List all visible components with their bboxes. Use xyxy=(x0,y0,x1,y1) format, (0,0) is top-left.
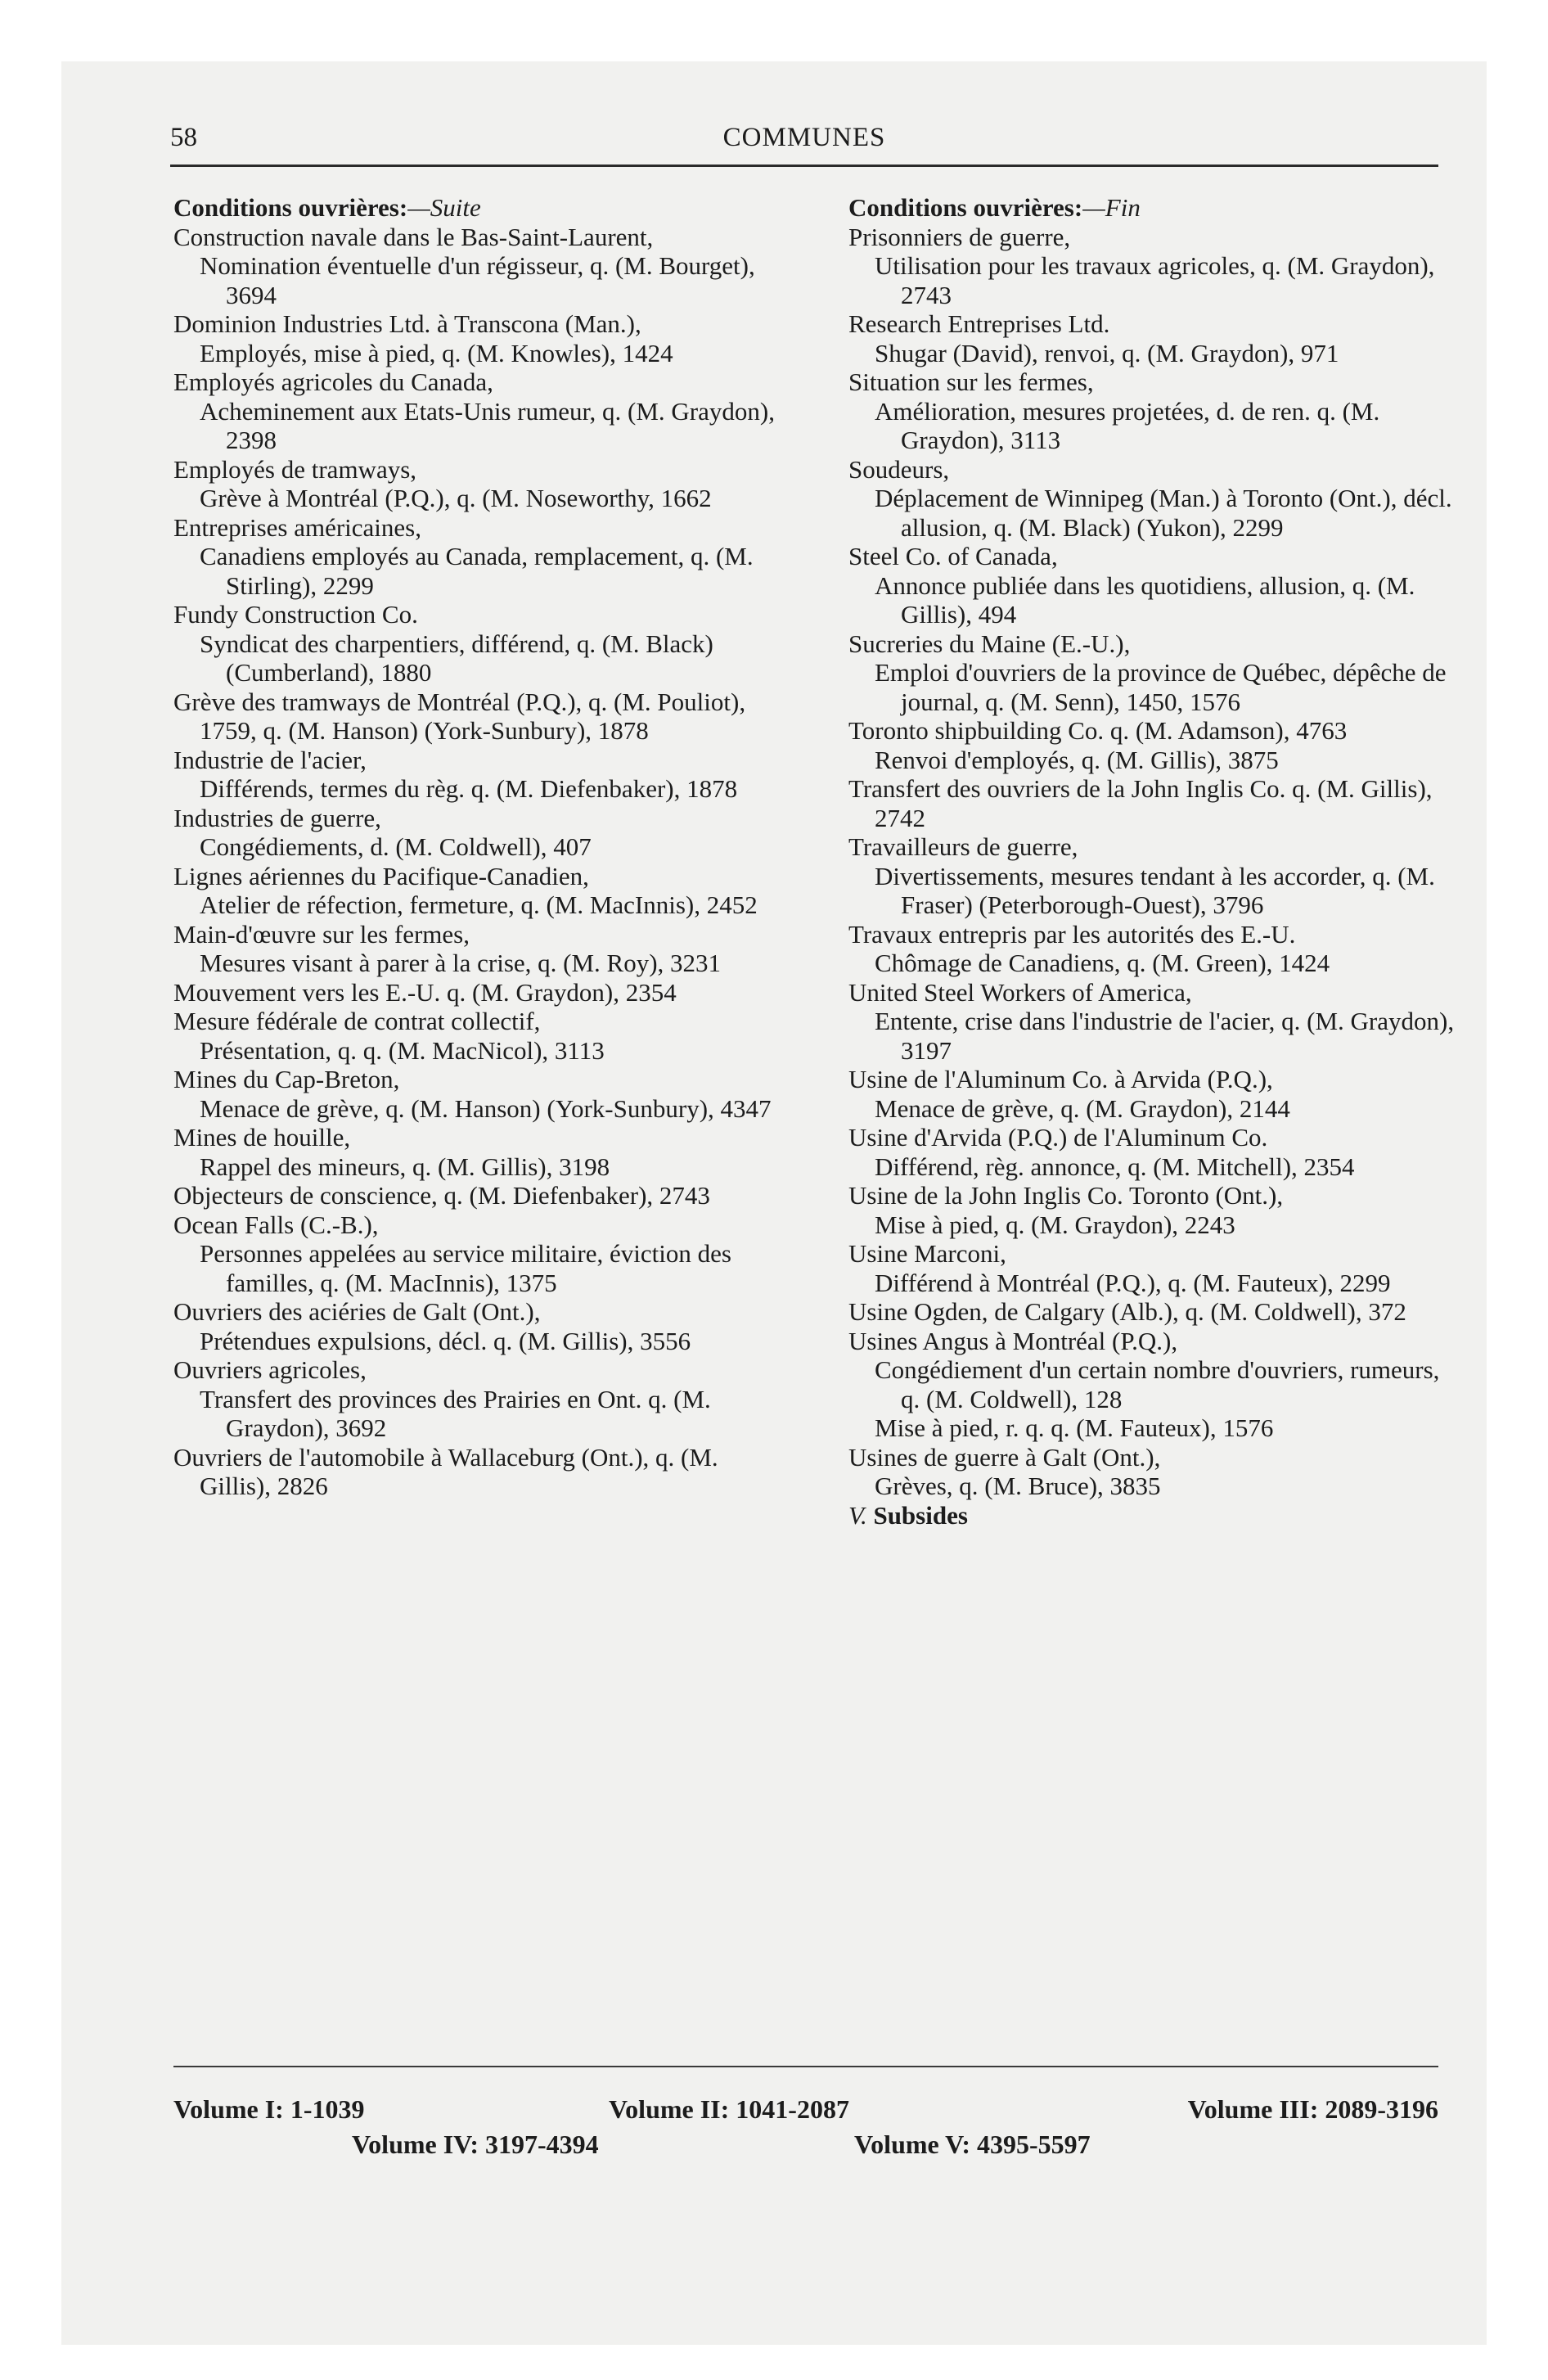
column-heading: Conditions ouvrières:—Fin xyxy=(848,193,1141,222)
index-entries xyxy=(173,223,783,1501)
index-entry: Prisonniers de guerre, xyxy=(848,222,1071,251)
index-subentry: Déplacement de Winnipeg (Man.) à Toronto (Ont.), décl. allusion, q. (M. Black) (Yukon), 2299 xyxy=(875,484,1452,542)
index-subentry: Rappel des mineurs, q. (M. Gillis), 3198 xyxy=(200,1152,610,1181)
index-entry: Usines Angus à Montréal (P.Q.), xyxy=(848,1326,1178,1355)
index-entry: Research Entreprises Ltd. xyxy=(848,309,1110,338)
index-subentry: Mise à pied, q. (M. Graydon), 2243 xyxy=(875,1210,1235,1239)
index-subentry: Congédiement d'un certain nombre d'ouvriers, rumeurs, q. (M. Coldwell), 128 xyxy=(875,1355,1440,1413)
index-subentry: Atelier de réfection, fermeture, q. (M. MacInnis), 2452 xyxy=(200,890,758,919)
index-entry: Ouvriers de l'automobile à Wallaceburg (Ont.), q. (M. Gillis), 2826 xyxy=(173,1442,718,1500)
page-number: 58 xyxy=(170,123,197,152)
index-entry: Dominion Industries Ltd. à Transcona (Man.), xyxy=(173,309,641,338)
index-subentry: Différends, termes du règ. q. (M. Diefenbaker), 1878 xyxy=(200,774,738,803)
index-entry: Entreprises américaines, xyxy=(173,512,421,542)
index-subentry: Congédiements, d. (M. Coldwell), 407 xyxy=(200,832,592,861)
running-head: COMMUNES xyxy=(722,123,886,152)
index-entries xyxy=(848,223,1458,1501)
index-subentry: Menace de grève, q. (M. Hanson) (York-Sunbury), 4347 xyxy=(200,1093,772,1123)
volume-footer xyxy=(173,2092,1438,2162)
header-rule xyxy=(170,165,1438,167)
index-subentry: Différend à Montréal (P.Q.), q. (M. Fauteux), 2299 xyxy=(875,1268,1391,1297)
page-header xyxy=(170,123,1438,164)
index-entry: Usine de l'Aluminum Co. à Arvida (P.Q.), xyxy=(848,1065,1273,1093)
index-entry: United Steel Workers of America, xyxy=(848,977,1192,1007)
index-subentry: Utilisation pour les travaux agricoles, q. (M. Graydon), 2743 xyxy=(875,251,1435,309)
index-entry: Travaux entrepris par les autorités des E.-U. xyxy=(848,919,1296,949)
index-entry: Ouvriers des aciéries de Galt (Ont.), xyxy=(173,1297,541,1326)
footer-row-2 xyxy=(173,2127,1438,2162)
index-subentry: Emploi d'ouvriers de la province de Québec, dépêche de journal, q. (M. Senn), 1450, 1576 xyxy=(875,658,1447,716)
index-subentry: Employés, mise à pied, q. (M. Knowles), 1424 xyxy=(200,338,673,367)
index-subentry: Entente, crise dans l'industrie de l'acier, q. (M. Graydon), 3197 xyxy=(875,1007,1455,1065)
index-entry: Employés de tramways, xyxy=(173,454,417,484)
index-entry: Ocean Falls (C.-B.), xyxy=(173,1210,379,1239)
index-entry: Sucreries du Maine (E.-U.), xyxy=(848,629,1131,658)
index-entry: Usines de guerre à Galt (Ont.), xyxy=(848,1442,1161,1472)
index-subentry: Menace de grève, q. (M. Graydon), 2144 xyxy=(875,1093,1290,1123)
index-entry: Mines du Cap-Breton, xyxy=(173,1065,400,1093)
footer-row-1 xyxy=(173,2092,1438,2127)
index-entry: Employés agricoles du Canada, xyxy=(173,367,493,396)
index-subentry: Grèves, q. (M. Bruce), 3835 xyxy=(875,1472,1161,1500)
footer-rule xyxy=(173,2066,1438,2067)
index-subentry: Shugar (David), renvoi, q. (M. Graydon), 971 xyxy=(875,338,1339,367)
index-subentry: Canadiens employés au Canada, remplacement, q. (M. Stirling), 2299 xyxy=(200,542,754,600)
see-also-entry: V. Subsides xyxy=(848,1500,968,1530)
volume-2-range: Volume II: 1041-2087 xyxy=(609,2094,849,2124)
index-entry: Mesure fédérale de contrat collectif, xyxy=(173,1007,541,1035)
index-entry: Usine de la John Inglis Co. Toronto (Ont.), xyxy=(848,1181,1284,1210)
volume-5-range: Volume V: 4395-5597 xyxy=(854,2130,1091,2159)
index-entry: Main-d'œuvre sur les fermes, xyxy=(173,919,470,949)
index-entry: Steel Co. of Canada, xyxy=(848,542,1058,570)
index-subentry: Grève à Montréal (P.Q.), q. (M. Noseworthy, 1662 xyxy=(200,484,712,512)
index-entry: Industries de guerre, xyxy=(173,803,381,832)
volume-4-range: Volume IV: 3197-4394 xyxy=(352,2130,599,2159)
right-column xyxy=(848,193,1458,1530)
index-subentry: Chômage de Canadiens, q. (M. Green), 1424 xyxy=(875,949,1330,977)
index-entry: Soudeurs, xyxy=(848,454,950,484)
index-entry: Travailleurs de guerre, xyxy=(848,832,1078,861)
index-subentry: Amélioration, mesures projetées, d. de ren. q. (M. Graydon), 3113 xyxy=(875,396,1380,454)
index-subentry: Syndicat des charpentiers, différend, q. (M. Black) (Cumberland), 1880 xyxy=(200,629,713,687)
index-entry: Objecteurs de conscience, q. (M. Diefenbaker), 2743 xyxy=(173,1181,710,1210)
index-entry: Usine Marconi, xyxy=(848,1239,1006,1268)
index-entry: Fundy Construction Co. xyxy=(173,600,418,629)
index-subentry: Renvoi d'employés, q. (M. Gillis), 3875 xyxy=(875,745,1279,774)
index-subentry: Personnes appelées au service militaire, éviction des familles, q. (M. MacInnis), 1375 xyxy=(200,1239,731,1297)
left-column xyxy=(173,193,783,1501)
index-subentry: Acheminement aux Etats-Unis rumeur, q. (M. Graydon), 2398 xyxy=(200,396,775,454)
index-subentry: Annonce publiée dans les quotidiens, allusion, q. (M. Gillis), 494 xyxy=(875,570,1415,629)
index-subentry: Prétendues expulsions, décl. q. (M. Gillis), 3556 xyxy=(200,1326,691,1355)
index-entry: Usine Ogden, de Calgary (Alb.), q. (M. Coldwell), 372 xyxy=(848,1297,1406,1326)
index-entry: Transfert des ouvriers de la John Inglis Co. q. (M. Gillis), 2742 xyxy=(848,774,1433,832)
index-entry: Grève des tramways de Montréal (P.Q.), q. (M. Pouliot), 1759, q. (M. Hanson) (York-Sunbury), 1878 xyxy=(173,687,746,745)
volume-3-range: Volume III: 2089-3196 xyxy=(1187,2094,1438,2124)
index-subentry: Présentation, q. q. (M. MacNicol), 3113 xyxy=(200,1035,605,1065)
index-subentry: Mesures visant à parer à la crise, q. (M. Roy), 3231 xyxy=(200,949,722,977)
index-subentry: Nomination éventuelle d'un régisseur, q. (M. Bourget), 3694 xyxy=(200,251,755,309)
index-entry: Toronto shipbuilding Co. q. (M. Adamson), 4763 xyxy=(848,716,1348,745)
index-entry: Construction navale dans le Bas-Saint-Laurent, xyxy=(173,222,654,251)
volume-1-range: Volume I: 1-1039 xyxy=(173,2094,365,2124)
column-heading: Conditions ouvrières:—Suite xyxy=(173,193,481,222)
index-subentry: Divertissements, mesures tendant à les accorder, q. (M. Fraser) (Peterborough-Ouest), 3796 xyxy=(875,861,1435,919)
index-entry: Mines de houille, xyxy=(173,1123,351,1152)
index-entry: Ouvriers agricoles, xyxy=(173,1355,367,1384)
index-entry: Mouvement vers les E.-U. q. (M. Graydon), 2354 xyxy=(173,977,677,1007)
index-entry: Industrie de l'acier, xyxy=(173,745,367,774)
index-entry: Lignes aériennes du Pacifique-Canadien, xyxy=(173,861,589,890)
index-entry: Usine d'Arvida (P.Q.) de l'Aluminum Co. xyxy=(848,1123,1268,1152)
index-subentry: Différend, règ. annonce, q. (M. Mitchell), 2354 xyxy=(875,1152,1355,1181)
index-subentry: Transfert des provinces des Prairies en Ont. q. (M. Graydon), 3692 xyxy=(200,1384,711,1442)
index-entry: Situation sur les fermes, xyxy=(848,367,1094,396)
index-subentry: Mise à pied, r. q. q. (M. Fauteux), 1576 xyxy=(875,1413,1274,1442)
